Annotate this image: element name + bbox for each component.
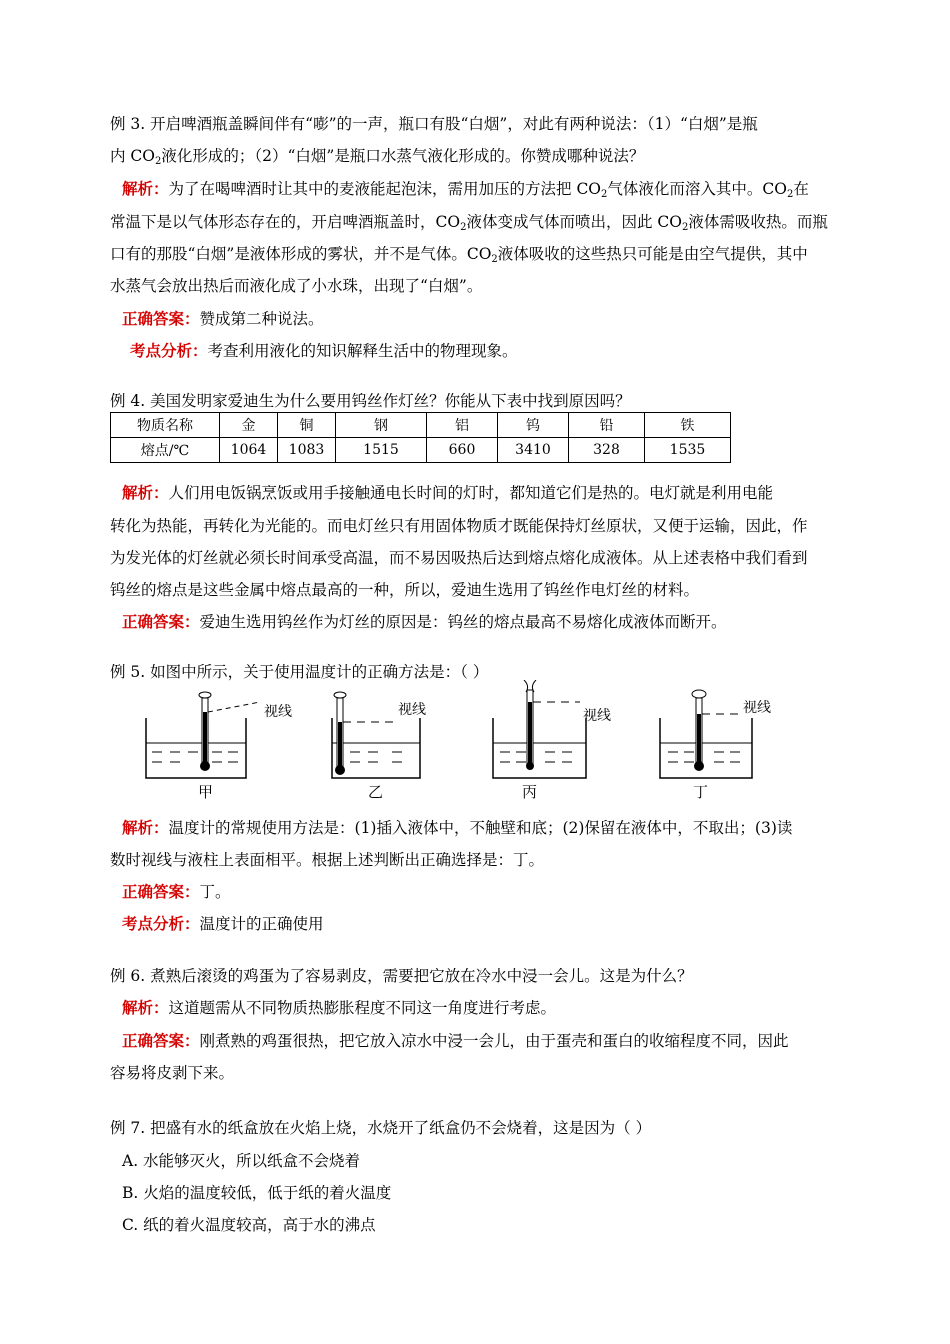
ex3-question-line1: 例 3. 开启啤酒瓶盖瞬间伴有“嘭”的一声，瓶口有股“白烟”，对此有两种说法：（1）“白烟”是瓶 [110, 115, 758, 133]
ex4-analysis-line3: 为发光体的灯丝就必须长时间承受高温，而不易因吸热后达到熔点熔化成液体。从上述表格中我们看到 [110, 549, 808, 567]
ex5-analysis-line2: 数时视线与液柱上表面相平。根据上述判断出正确选择是：丁。 [110, 851, 545, 869]
sight-line-label: 视线 [583, 708, 611, 724]
ex3-answer: 正确答案：赞成第二种说法。 [122, 310, 324, 328]
ex4-answer: 正确答案：爱迪生选用钨丝作为灯丝的原因是：钨丝的熔点最高不易熔化成液体而断开。 [122, 613, 727, 631]
ex6-answer-line1: 正确答案：刚煮熟的鸡蛋很热，把它放入凉水中浸一会儿，由于蛋壳和蛋白的收缩程度不同，因此 [122, 1032, 789, 1050]
sight-line-label: 视线 [398, 702, 426, 718]
analysis-label: 解析： [122, 484, 169, 502]
ex6-question: 例 6. 煮熟后滚烫的鸡蛋为了容易剥皮，需要把它放在冷水中浸一会儿。这是为什么？ [110, 967, 693, 985]
melting-point-table [110, 412, 731, 463]
ex3-point: 考点分析：考查利用液化的知识解释生活中的物理现象。 [130, 342, 518, 360]
answer-label: 正确答案： [122, 1032, 200, 1050]
label-jia: 甲 [198, 783, 214, 801]
point-label: 考点分析： [122, 915, 200, 933]
ex6-answer-line2: 容易将皮剥下来。 [110, 1064, 235, 1082]
analysis-label: 解析： [122, 999, 169, 1017]
label-yi: 乙 [368, 783, 384, 801]
ex4-question: 例 4. 美国发明家爱迪生为什么要用钨丝作灯丝？你能从下表中找到原因吗？ [110, 392, 631, 410]
analysis-label: 解析： [122, 180, 169, 198]
ex3-analysis-line4: 水蒸气会放出热后而液化成了小水珠，出现了“白烟”。 [110, 277, 483, 295]
ex7-question: 例 7. 把盛有水的纸盒放在火焰上烧，水烧开了纸盒仍不会烧着，这是因为（ ） [110, 1119, 652, 1137]
table-row: 熔点/℃ 1064 1083 1515 660 3410 328 1535 [111, 438, 731, 463]
table-row: 物质名称 金 铜 钢 铝 钨 铅 铁 [111, 413, 731, 438]
ex7-option-b: B. 火焰的温度较低，低于纸的着火温度 [122, 1184, 392, 1202]
thermometer-bing [493, 680, 611, 801]
ex7-option-a: A. 水能够灭火，所以纸盒不会烧着 [122, 1152, 361, 1170]
ex5-answer: 正确答案：丁。 [122, 883, 231, 901]
thermometer-ding [660, 690, 771, 801]
ex3-analysis-line2: 常温下是以气体形态存在的，开启啤酒瓶盖时，$CO_2$液体变成气体而喷出，因此 $CO_2$液体需吸收热。而瓶 [110, 213, 828, 233]
ex3-question-line2: 内 $CO_2$液化形成的；（2）“白烟”是瓶口水蒸气液化形成的。你赞成哪种说法？ [110, 147, 645, 167]
analysis-label: 解析： [122, 819, 169, 837]
ex5-question: 例 5. 如图中所示，关于使用温度计的正确方法是：（ ） [110, 663, 489, 681]
ex3-analysis-line1: 解析：为了在喝啤酒时让其中的麦液能起泡沫，需用加压的方法把 $CO_2$气体液化而溶入其中。$CO_2$在 [122, 180, 809, 200]
thermometer-figure [140, 680, 800, 805]
ex7-option-c: C. 纸的着火温度较高，高于水的沸点 [122, 1216, 376, 1234]
label-bing: 丙 [522, 783, 538, 801]
ex5-analysis-line1: 解析：温度计的常规使用方法是：(1)插入液体中，不触壁和底；(2)保留在液体中，不取出；(3)读 [122, 819, 793, 837]
thermometer-yi [332, 692, 426, 801]
label-ding: 丁 [693, 783, 709, 801]
ex4-analysis-line1: 解析：人们用电饭锅烹饭或用手接触通电长时间的灯时，都知道它们是热的。电灯就是利用电能 [122, 484, 774, 502]
point-label: 考点分析： [130, 342, 208, 360]
ex4-analysis-line4: 钨丝的熔点是这些金属中熔点最高的一种，所以，爱迪生选用了钨丝作电灯丝的材料。 [110, 581, 700, 599]
thermometer-jia [146, 692, 292, 801]
answer-label: 正确答案： [122, 613, 200, 631]
ex3-analysis-line3: 口有的那股“白烟”是液体形成的雾状，并不是气体。$CO_2$液体吸收的这些热只可能是由空气提供，其中 [110, 245, 808, 265]
ex5-point: 考点分析：温度计的正确使用 [122, 915, 324, 933]
sight-line-label: 视线 [264, 704, 292, 720]
answer-label: 正确答案： [122, 883, 200, 901]
ex4-analysis-line2: 转化为热能，再转化为光能的。而电灯丝只有用固体物质才既能保持灯丝原状，又便于运输，因此，作 [110, 517, 808, 535]
sight-line-label: 视线 [743, 700, 771, 716]
ex6-analysis: 解析：这道题需从不同物质热膨胀程度不同这一角度进行考虑。 [122, 999, 557, 1017]
answer-label: 正确答案： [122, 310, 200, 328]
